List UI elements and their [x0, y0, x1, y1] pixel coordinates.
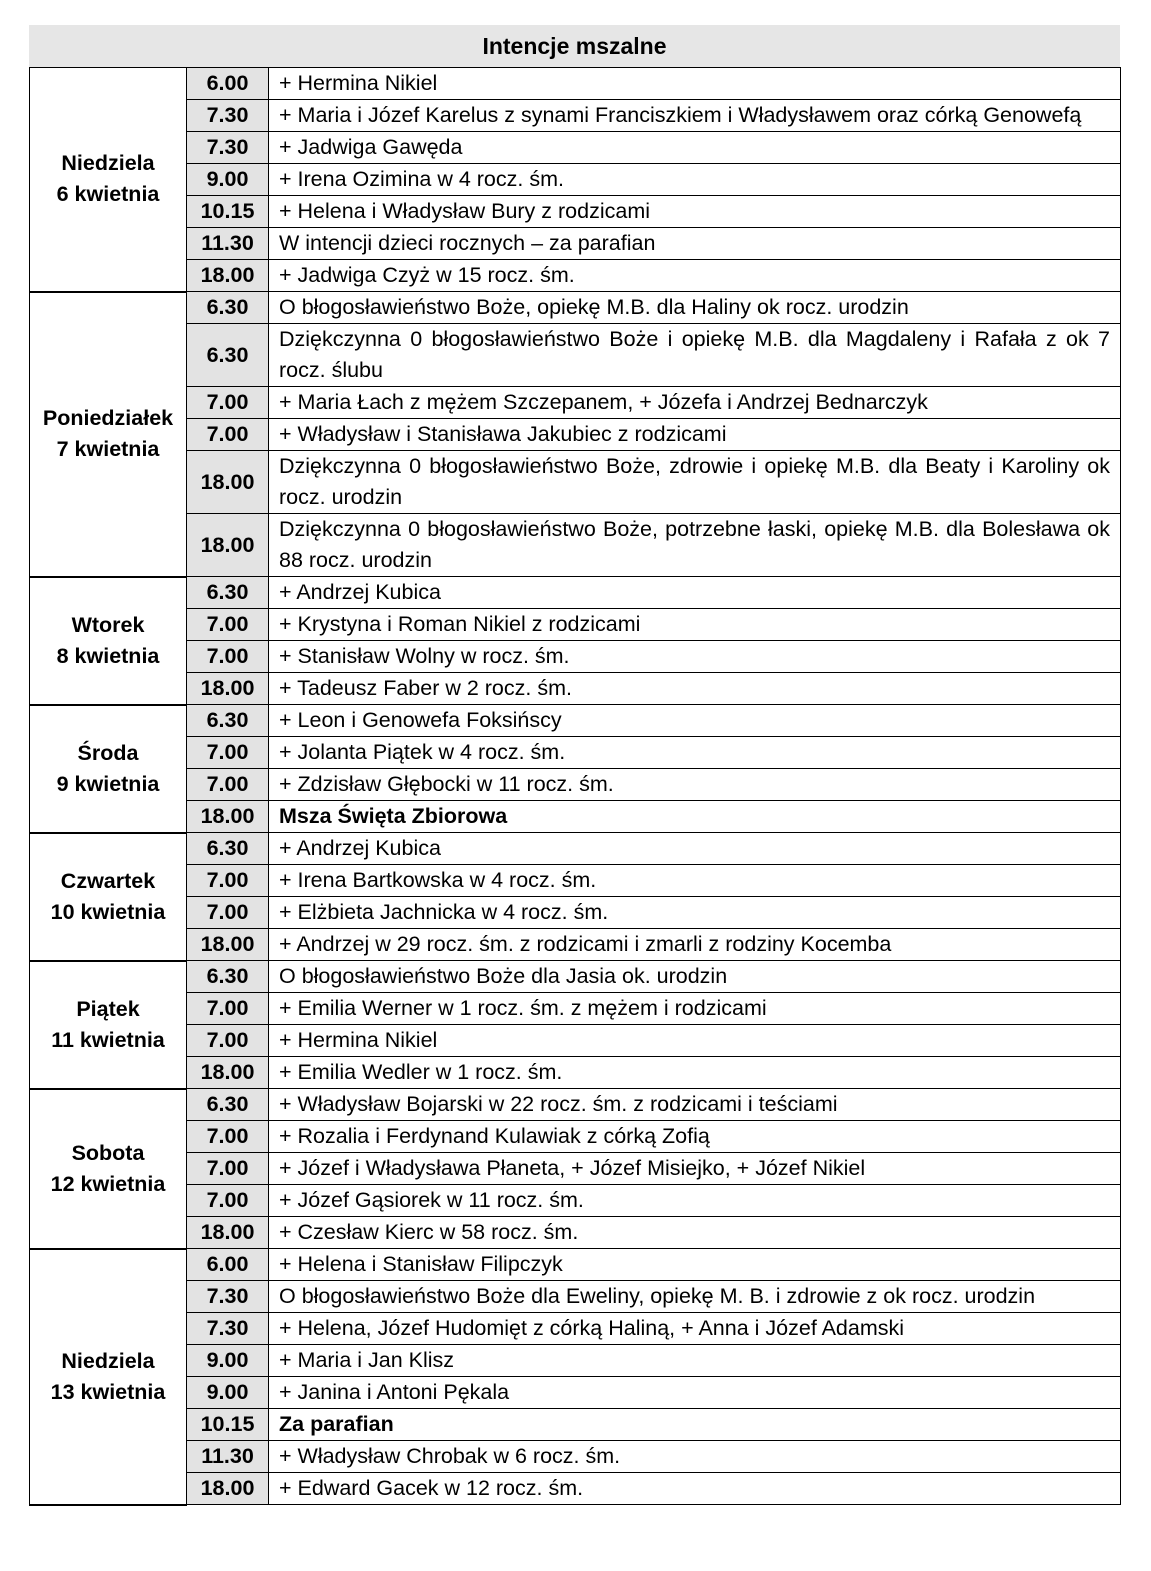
intention-row	[30, 100, 1121, 132]
intention-row	[30, 801, 1121, 833]
mass-time: 6.30	[187, 833, 269, 865]
intention-text: Dziękczynna 0 błogosławieństwo Boże i opiekę M.B. dla Magdaleny i Rafała z ok 7 rocz. ślubu	[269, 324, 1121, 387]
intention-text: + Władysław Bojarski w 22 rocz. śm. z rodzicami i teściami	[269, 1089, 1121, 1121]
mass-time: 7.00	[187, 865, 269, 897]
intention-row	[30, 833, 1121, 865]
day-name: Sobota	[71, 1140, 145, 1165]
day-cell	[30, 1089, 187, 1249]
intention-row	[30, 737, 1121, 769]
day-name: Niedziela	[61, 151, 155, 176]
intention-row	[30, 673, 1121, 705]
mass-time: 18.00	[187, 1473, 269, 1505]
day-date: 11 kwietnia	[51, 1027, 165, 1052]
day-date: 9 kwietnia	[56, 771, 160, 796]
mass-time: 7.00	[187, 387, 269, 419]
mass-time: 18.00	[187, 801, 269, 833]
intention-text: + Józef Gąsiorek w 11 rocz. śm.	[269, 1185, 1121, 1217]
intention-text: W intencji dzieci rocznych – za parafian	[269, 228, 1121, 260]
intention-row	[30, 641, 1121, 673]
mass-time: 7.00	[187, 769, 269, 801]
mass-time: 7.00	[187, 1025, 269, 1057]
day-name: Środa	[77, 740, 139, 765]
intention-text: O błogosławieństwo Boże, opiekę M.B. dla Haliny ok rocz. urodzin	[269, 292, 1121, 324]
day-cell	[30, 292, 187, 577]
mass-time: 7.00	[187, 897, 269, 929]
mass-time: 7.00	[187, 1185, 269, 1217]
intention-row	[30, 292, 1121, 324]
intentions-table-body	[30, 68, 1121, 1505]
intention-text: + Emilia Werner w 1 rocz. śm. z mężem i rodzicami	[269, 993, 1121, 1025]
mass-time: 18.00	[187, 1057, 269, 1089]
day-name: Wtorek	[71, 612, 145, 637]
mass-time: 7.30	[187, 132, 269, 164]
intention-row	[30, 68, 1121, 100]
intention-text: + Andrzej w 29 rocz. śm. z rodzicami i zmarli z rodziny Kocemba	[269, 929, 1121, 961]
day-name: Niedziela	[61, 1348, 155, 1373]
intention-row	[30, 897, 1121, 929]
intention-text: + Hermina Nikiel	[269, 68, 1121, 100]
intention-row	[30, 1185, 1121, 1217]
mass-time: 18.00	[187, 1217, 269, 1249]
mass-time: 18.00	[187, 451, 269, 514]
mass-time: 6.30	[187, 324, 269, 387]
mass-time: 7.30	[187, 1313, 269, 1345]
intention-text: + Janina i Antoni Pękala	[269, 1377, 1121, 1409]
intention-text: + Andrzej Kubica	[269, 577, 1121, 609]
intention-text: + Helena i Stanisław Filipczyk	[269, 1249, 1121, 1281]
intention-row	[30, 1057, 1121, 1089]
intentions-document	[29, 25, 1120, 1506]
intention-row	[30, 1249, 1121, 1281]
mass-time: 18.00	[187, 260, 269, 292]
intention-row	[30, 1409, 1121, 1441]
mass-time: 6.30	[187, 1089, 269, 1121]
mass-time: 7.00	[187, 1153, 269, 1185]
mass-time: 7.00	[187, 641, 269, 673]
intention-row	[30, 705, 1121, 737]
mass-time: 7.00	[187, 419, 269, 451]
intention-row	[30, 929, 1121, 961]
intention-text: + Jolanta Piątek w 4 rocz. śm.	[269, 737, 1121, 769]
mass-time: 6.30	[187, 577, 269, 609]
intention-row	[30, 514, 1121, 577]
intention-text: + Elżbieta Jachnicka w 4 rocz. śm.	[269, 897, 1121, 929]
intention-row	[30, 451, 1121, 514]
mass-time: 7.00	[187, 609, 269, 641]
intention-text: + Józef i Władysława Płaneta, + Józef Misiejko, + Józef Nikiel	[269, 1153, 1121, 1185]
mass-time: 9.00	[187, 1377, 269, 1409]
intention-text: + Zdzisław Głębocki w 11 rocz. śm.	[269, 769, 1121, 801]
mass-time: 18.00	[187, 929, 269, 961]
day-name: Piątek	[76, 996, 140, 1021]
day-date: 10 kwietnia	[50, 899, 166, 924]
intention-text: + Helena, Józef Hudomięt z córką Haliną, + Anna i Józef Adamski	[269, 1313, 1121, 1345]
mass-time: 7.30	[187, 100, 269, 132]
intention-row	[30, 1089, 1121, 1121]
intention-row	[30, 387, 1121, 419]
mass-time: 6.00	[187, 68, 269, 100]
day-date: 7 kwietnia	[56, 437, 160, 461]
intention-text: + Maria i Józef Karelus z synami Franciszkiem i Władysławem oraz córką Genowefą	[269, 100, 1121, 132]
mass-time: 11.30	[187, 1441, 269, 1473]
intention-text: + Stanisław Wolny w rocz. śm.	[269, 641, 1121, 673]
intention-row	[30, 1377, 1121, 1409]
day-cell	[30, 577, 187, 705]
day-cell	[30, 68, 187, 292]
mass-time: 7.00	[187, 737, 269, 769]
day-name: Czwartek	[60, 868, 156, 893]
day-cell	[30, 705, 187, 833]
intention-row	[30, 1281, 1121, 1313]
intention-text: Msza Święta Zbiorowa	[269, 801, 1121, 833]
intention-row	[30, 1025, 1121, 1057]
mass-time: 10.15	[187, 196, 269, 228]
intention-row	[30, 1345, 1121, 1377]
intention-row	[30, 769, 1121, 801]
intention-row	[30, 132, 1121, 164]
intention-text: + Rozalia i Ferdynand Kulawiak z córką Zofią	[269, 1121, 1121, 1153]
intention-row	[30, 961, 1121, 993]
intention-row	[30, 419, 1121, 451]
intention-text: + Jadwiga Gawęda	[269, 132, 1121, 164]
day-date: 6 kwietnia	[56, 182, 160, 207]
mass-time: 7.00	[187, 1121, 269, 1153]
intention-row	[30, 1441, 1121, 1473]
intention-text: + Andrzej Kubica	[269, 833, 1121, 865]
intention-text: Za parafian	[269, 1409, 1121, 1441]
mass-time: 18.00	[187, 514, 269, 577]
mass-time: 6.30	[187, 705, 269, 737]
document-title: Intencje mszalne	[29, 25, 1120, 67]
mass-time: 6.30	[187, 961, 269, 993]
intention-text: + Krystyna i Roman Nikiel z rodzicami	[269, 609, 1121, 641]
intention-row	[30, 1153, 1121, 1185]
intention-text: + Władysław i Stanisława Jakubiec z rodzicami	[269, 419, 1121, 451]
intention-text: + Maria Łach z mężem Szczepanem, + Józefa i Andrzej Bednarczyk	[269, 387, 1121, 419]
intention-row	[30, 196, 1121, 228]
intention-text: + Hermina Nikiel	[269, 1025, 1121, 1057]
mass-time: 7.00	[187, 993, 269, 1025]
intention-text: + Emilia Wedler w 1 rocz. śm.	[269, 1057, 1121, 1089]
day-cell	[30, 961, 187, 1089]
mass-time: 6.00	[187, 1249, 269, 1281]
intention-text: + Jadwiga Czyż w 15 rocz. śm.	[269, 260, 1121, 292]
day-cell	[30, 833, 187, 961]
day-date: 13 kwietnia	[50, 1379, 166, 1404]
day-name: Poniedziałek	[42, 406, 174, 430]
intention-row	[30, 609, 1121, 641]
intention-text: + Irena Ozimina w 4 rocz. śm.	[269, 164, 1121, 196]
day-date: 12 kwietnia	[50, 1171, 166, 1196]
intention-row	[30, 260, 1121, 292]
intention-row	[30, 865, 1121, 897]
intention-row	[30, 577, 1121, 609]
mass-time: 9.00	[187, 1345, 269, 1377]
mass-time: 18.00	[187, 673, 269, 705]
day-date: 8 kwietnia	[56, 643, 160, 668]
intention-text: Dziękczynna 0 błogosławieństwo Boże, potrzebne łaski, opiekę M.B. dla Bolesława ok 88 rocz. urodzin	[269, 514, 1121, 577]
mass-time: 11.30	[187, 228, 269, 260]
intention-text: Dziękczynna 0 błogosławieństwo Boże, zdrowie i opiekę M.B. dla Beaty i Karoliny ok rocz. urodzin	[269, 451, 1121, 514]
mass-time: 7.30	[187, 1281, 269, 1313]
mass-time: 10.15	[187, 1409, 269, 1441]
intention-row	[30, 1217, 1121, 1249]
intention-row	[30, 324, 1121, 387]
intention-row	[30, 228, 1121, 260]
intention-text: + Władysław Chrobak w 6 rocz. śm.	[269, 1441, 1121, 1473]
intention-text: O błogosławieństwo Boże dla Eweliny, opiekę M. B. i zdrowie z ok rocz. urodzin	[269, 1281, 1121, 1313]
intention-row	[30, 993, 1121, 1025]
intentions-table	[29, 67, 1121, 1506]
day-cell	[30, 1249, 187, 1505]
intention-text: + Edward Gacek w 12 rocz. śm.	[269, 1473, 1121, 1505]
intention-row	[30, 1473, 1121, 1505]
mass-time: 6.30	[187, 292, 269, 324]
intention-text: + Irena Bartkowska w 4 rocz. śm.	[269, 865, 1121, 897]
intention-text: O błogosławieństwo Boże dla Jasia ok. urodzin	[269, 961, 1121, 993]
intention-text: + Tadeusz Faber w 2 rocz. śm.	[269, 673, 1121, 705]
intention-text: + Leon i Genowefa Foksińscy	[269, 705, 1121, 737]
mass-time: 9.00	[187, 164, 269, 196]
intention-text: + Helena i Władysław Bury z rodzicami	[269, 196, 1121, 228]
intention-row	[30, 1121, 1121, 1153]
intention-text: + Czesław Kierc w 58 rocz. śm.	[269, 1217, 1121, 1249]
intention-row	[30, 164, 1121, 196]
intention-row	[30, 1313, 1121, 1345]
intention-text: + Maria i Jan Klisz	[269, 1345, 1121, 1377]
